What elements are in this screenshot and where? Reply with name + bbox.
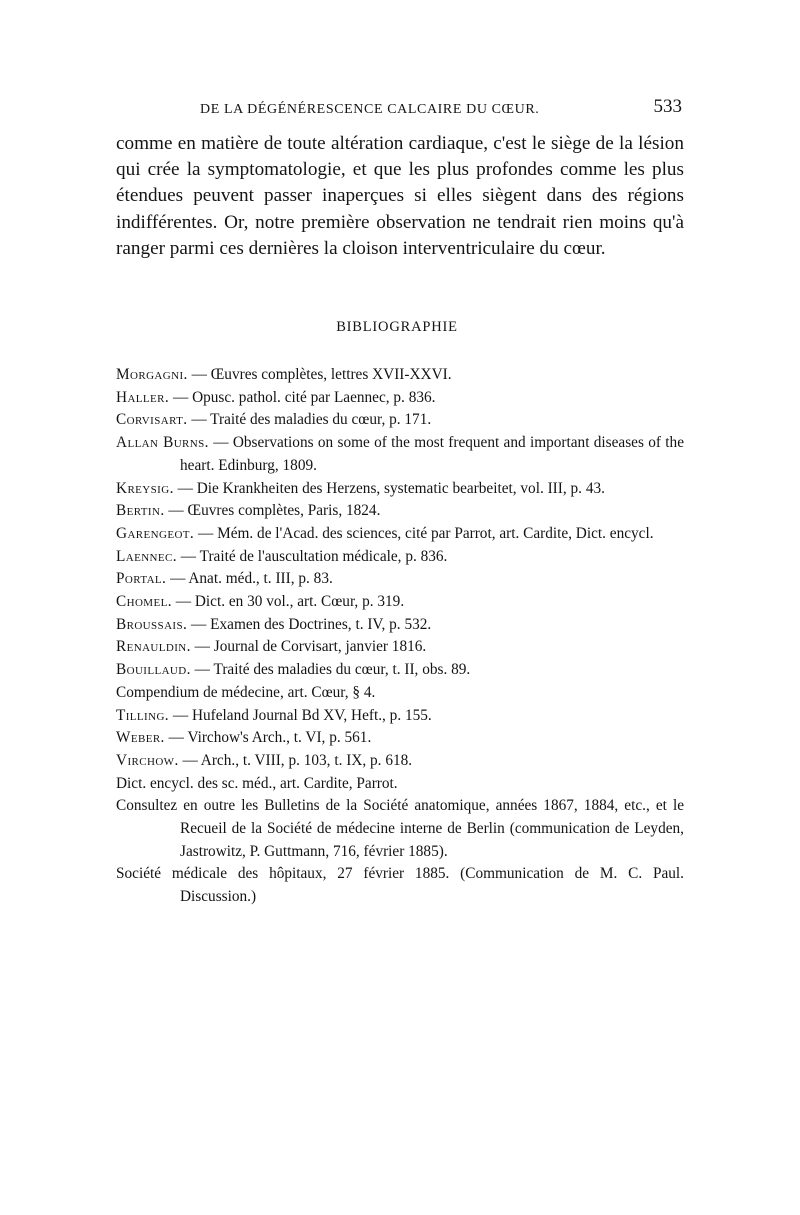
- bibliography-entry: [116, 591, 684, 614]
- entry-text: — Traité de l'auscultation médicale, p. 836.: [176, 547, 448, 565]
- entry-author: Bertin.: [116, 502, 165, 520]
- entry-text: — Œuvres complètes, Paris, 1824.: [164, 502, 381, 520]
- entry-author: Weber.: [116, 729, 165, 747]
- entry-author: Broussais.: [116, 615, 188, 633]
- entry-author: Allan Burns.: [116, 434, 209, 452]
- body-paragraph: comme en matière de toute altération cardiaque, c'est le siège de la lésion qui crée la symptomatologie, et que les plus profondes comme les plus étendues peuvent passer inaperçues si elles siègent dans des régions indifférentes. Or, notre première observation ne tendrait rien moins qu'à ranger parmi ces dernières la cloison interventriculaire du cœur.: [116, 133, 684, 259]
- bibliography-entry: [116, 614, 684, 637]
- bibliography-entry: [116, 546, 684, 569]
- bibliography-entry: [116, 409, 684, 432]
- entry-author: Virchow.: [116, 751, 179, 769]
- entry-author: Garengeot.: [116, 524, 195, 542]
- entry-author: Portal.: [116, 570, 167, 588]
- entry-author: Corvisart.: [116, 411, 188, 429]
- entry-text: — Examen des Doctrines, t. IV, p. 532.: [187, 615, 432, 633]
- entry-text: — Observations on some of the most frequent and important diseases of the heart. Edinburg, 1809.: [180, 434, 684, 474]
- bibliography-entry: [116, 705, 684, 728]
- bibliography-entry: [116, 727, 684, 750]
- bibliography-heading-text: BIBLIOGRAPHIE: [336, 319, 458, 335]
- bibliography-entry: [116, 636, 684, 659]
- entry-text: — Die Krankheiten des Herzens, systematic bearbeitet, vol. III, p. 43.: [173, 479, 605, 497]
- bibliography-entry: [116, 432, 684, 477]
- entry-author: Kreysig.: [116, 479, 174, 497]
- bibliography-entry: [116, 750, 684, 773]
- entry-text: — Mém. de l'Acad. des sciences, cité par Parrot, art. Cardite, Dict. encycl.: [194, 524, 654, 542]
- bibliography-entry: [116, 795, 684, 863]
- bibliography-entry: [116, 478, 684, 501]
- entry-author: Bouillaud.: [116, 661, 191, 679]
- entry-text: Consultez en outre les Bulletins de la Société anatomique, années 1867, 1884, etc., et le Recueil de la Société de médecine interne de Berlin (communication de Leyden, Jastrowitz, P. Guttmann, 716, février 1885).: [116, 797, 684, 860]
- entry-text: Compendium de médecine, art. Cœur, § 4.: [116, 683, 376, 701]
- bibliography-entry: [116, 568, 684, 591]
- entry-author: Laennec.: [116, 547, 177, 565]
- page-header: [200, 96, 682, 122]
- entry-text: — Anat. méd., t. III, p. 83.: [166, 570, 333, 588]
- entry-text: Dict. encycl. des sc. méd., art. Cardite, Parrot.: [116, 774, 398, 792]
- entry-text: — Œuvres complètes, lettres XVII-XXVI.: [187, 366, 452, 383]
- bibliography-entry: [116, 659, 684, 682]
- bibliography-entry: [116, 387, 684, 410]
- bibliography-entry: [116, 500, 684, 523]
- entry-text: — Dict. en 30 vol., art. Cœur, p. 319.: [171, 593, 405, 611]
- entry-author: Haller.: [116, 388, 170, 406]
- bibliography-entry: [116, 364, 684, 387]
- entry-text: — Journal de Corvisart, janvier 1816.: [190, 638, 427, 656]
- entry-text: — Traité des maladies du cœur, t. II, obs. 89.: [190, 661, 471, 679]
- entry-author: Renauldin.: [116, 638, 191, 656]
- entry-text: — Opusc. pathol. cité par Laennec, p. 836.: [169, 388, 436, 406]
- entry-text: — Virchow's Arch., t. VI, p. 561.: [164, 729, 372, 747]
- entry-text: Société médicale des hôpitaux, 27 février 1885. (Communication de M. C. Paul. Discussion.): [116, 865, 684, 906]
- bibliography-entry: [116, 863, 684, 908]
- entry-author: Morgagni.: [116, 366, 188, 383]
- bibliography-entry: [116, 523, 684, 546]
- bibliography-list: [116, 364, 684, 909]
- entry-author: Chomel.: [116, 593, 172, 611]
- entry-text: — Hufeland Journal Bd XV, Heft., p. 155.: [169, 706, 432, 724]
- entry-author: Tilling.: [116, 706, 170, 724]
- bibliography-entry: [116, 682, 684, 705]
- bibliography-entry: [116, 773, 684, 796]
- page-number: 533: [653, 96, 682, 117]
- running-title: DE LA DÉGÉNÉRESCENCE CALCAIRE DU CŒUR.: [200, 102, 540, 117]
- entry-text: — Arch., t. VIII, p. 103, t. IX, p. 618.: [178, 751, 413, 769]
- bibliography-heading: [0, 319, 800, 336]
- entry-text: — Traité des maladies du cœur, p. 171.: [187, 411, 432, 429]
